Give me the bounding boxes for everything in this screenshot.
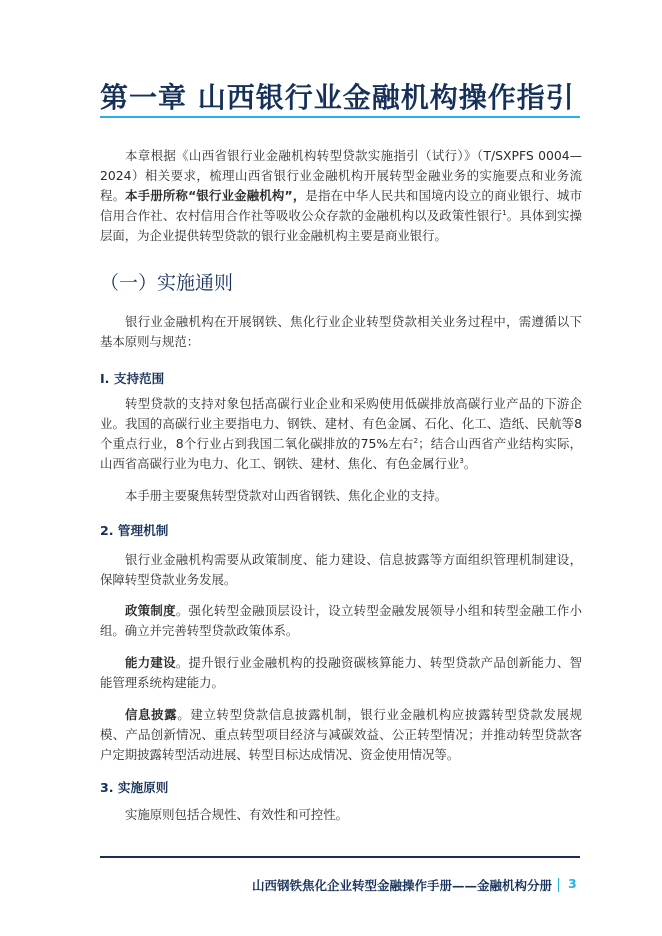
policy-label: 政策制度 xyxy=(125,603,176,618)
principles-paragraph: 实施原则包括合规性、有效性和可控性。 xyxy=(125,807,349,822)
intro-text-3: 。具体到实操层面，为企业提供转型贷款的银行业金融机构主要是商业银行。 xyxy=(100,208,583,243)
support-scope-text-3: 。 xyxy=(463,456,477,471)
policy-text: 。强化转型金融顶层设计，设立转型金融发展领导小组和转型金融工作小组。确立并完善转型贷款政策体系。 xyxy=(100,603,582,638)
footnote-ref-3[interactable]: 3 xyxy=(459,456,464,465)
capacity-paragraph xyxy=(100,653,582,693)
intro-bold-term: 本手册所称“银行业金融机构”， xyxy=(125,188,306,203)
management-paragraph: 银行业金融机构需要从政策制度、能力建设、信息披露等方面组织管理机制建设，保障转型贷款业务发展。 xyxy=(100,552,582,587)
footer-separator xyxy=(558,878,559,892)
section-intro-paragraph: 银行业金融机构在开展钢铁、焦化行业企业转型贷款相关业务过程中，需遵循以下基本原则与规范： xyxy=(100,314,582,349)
support-scope-text-2: ；结合山西省产业结构实际，山西省高碳行业为电力、化工、钢铁、建材、焦化、有色金属行业 xyxy=(100,436,582,471)
support-scope-paragraph xyxy=(100,394,582,474)
disclosure-label: 信息披露 xyxy=(125,707,178,722)
section-title: （一）实施通则 xyxy=(100,272,234,294)
capacity-text: 。提升银行业金融机构的投融资碳核算能力、转型贷款产品创新能力、智能管理系统构建能力。 xyxy=(100,655,582,690)
chapter-title-divider xyxy=(100,116,580,118)
chapter-title: 第一章 山西银行业金融机构操作指引 xyxy=(100,81,575,114)
page-number: 3 xyxy=(568,876,577,891)
footnote-ref-2[interactable]: 2 xyxy=(413,436,419,445)
intro-text-1: 本章根据《山西省银行业金融机构转型贷款实施指引（试行）》（T/SXPFS 0004—2024）相关要求，梳理山西省银行业金融机构开展转型金融业务的实施要点和业务流程。 xyxy=(100,148,582,203)
subsection-title-principles: 3. 实施原则 xyxy=(100,780,169,795)
intro-paragraph xyxy=(100,146,582,246)
disclosure-text: 。建立转型贷款信息披露机制，银行业金融机构应披露转型贷款发展规模、产品创新情况、重点转型项目经济与减碳效益、公正转型情况；并推动转型贷款客户定期披露转型活动进展、转型目标达成情况、资金使用情况等。 xyxy=(100,707,583,762)
subsection-title-support-scope: I. 支持范围 xyxy=(100,371,165,386)
intro-text-2: 是指在中华人民共和国境内设立的商业银行、城市信用合作社、农村信用合作社等吸收公众存款的金融机构以及政策性银行 xyxy=(100,188,583,223)
support-scope-text-1: 转型贷款的支持对象包括高碳行业企业和采购使用低碳排放高碳行业产品的下游企业。我国的高碳行业主要指电力、钢铁、建材、有色金属、石化、化工、造纸、民航等8个重点行业，8个行业占到我国二氧化碳排放的75%左右 xyxy=(100,396,582,451)
disclosure-paragraph xyxy=(100,705,582,765)
footer-divider xyxy=(100,856,580,858)
capacity-label: 能力建设 xyxy=(125,655,176,670)
footer-title: 山西钢铁焦化企业转型金融操作手册——金融机构分册 xyxy=(251,878,552,893)
policy-paragraph xyxy=(100,601,582,641)
support-scope-focus-paragraph: 本手册主要聚焦转型贷款对山西省钢铁、焦化企业的支持。 xyxy=(125,488,448,503)
footnote-ref-1[interactable]: 1 xyxy=(502,208,507,217)
subsection-title-management: 2. 管理机制 xyxy=(100,523,169,538)
